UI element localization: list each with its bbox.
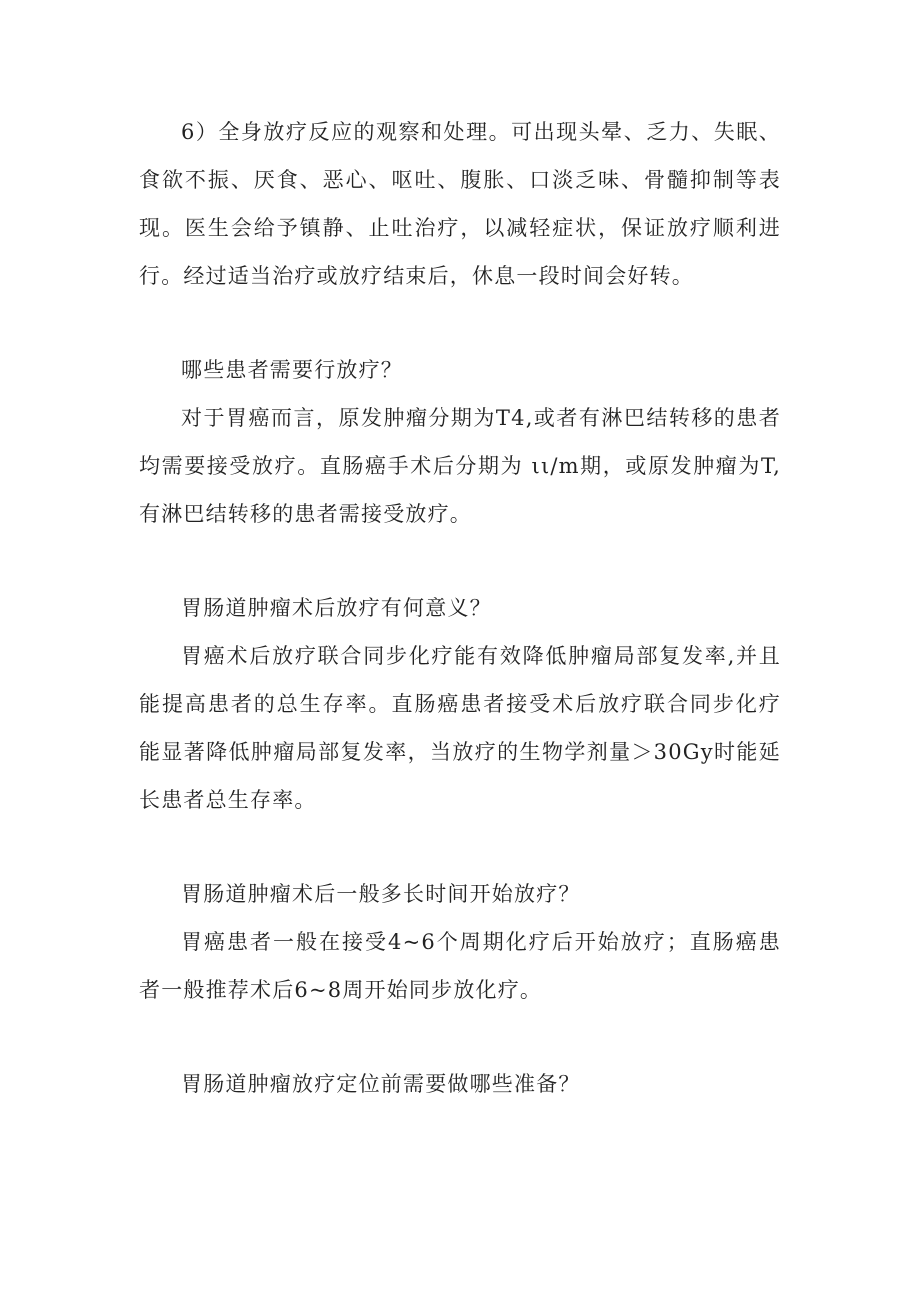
question-which-patients: 哪些患者需要行放疗？ (181, 358, 403, 382)
paragraph-radiotherapy-reaction: 6）全身放疗反应的观察和处理。可出现头晕、乏力、失眠、食欲不振、厌食、恶心、呕吐、腹胀、口淡乏味、骨髓抑制等表现。医生会给予镇静、止吐治疗，以减轻症状，保证放疗顺利进行。经过适当治疗或放疗结束后，休息一段时间会好转。 (139, 120, 781, 288)
answer-which-patients: 对于胃癌而言，原发肿瘤分期为T4,或者有淋巴结转移的患者均需要接受放疗。直肠癌手术后分期为 ιι/m期，或原发肿瘤为T,有淋巴结转移的患者需接受放疗。 (139, 406, 781, 526)
answer-postoperative-significance: 胃癌术后放疗联合同步化疗能有效降低肿瘤局部复发率,并且能提高患者的总生存率。直肠癌患者接受术后放疗联合同步化疗能显著降低肿瘤局部复发率，当放疗的生物学剂量＞30Gy时能延长患者总生存率。 (139, 644, 781, 812)
question-preparation: 胃肠道肿瘤放疗定位前需要做哪些准备？ (181, 1072, 581, 1096)
question-postoperative-significance: 胃肠道肿瘤术后放疗有何意义？ (181, 596, 492, 620)
answer-when-to-start: 胃癌患者一般在接受4~6个周期化疗后开始放疗；直肠癌患者一般推荐术后6~8周开始同步放化疗。 (139, 930, 781, 1002)
question-when-to-start: 胃肠道肿瘤术后一般多长时间开始放疗？ (181, 882, 581, 906)
document-body (139, 108, 781, 1108)
